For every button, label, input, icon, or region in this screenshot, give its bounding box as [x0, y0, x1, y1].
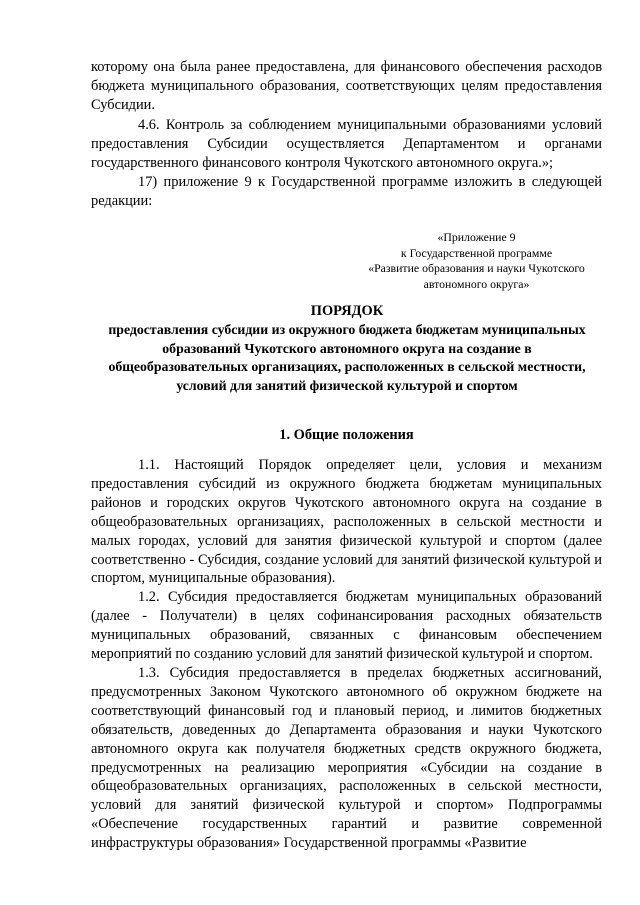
section-body	[91, 456, 602, 853]
paragraph-1-3: 1.3. Субсидия предоставляется в пределах бюджетных ассигнований, предусмотренных Законом Чукотского автономного об окружном бюджете на соответствующий финансовый год и плановый период, и лимитов бюджетных обязательств, доведенных до Департамента образования и науки Чукотского автономного округа как получателя бюджетных средств окружного бюджета, предусмотренных на реализацию мероприятия «Субсидии на создание в общеобразовательных организациях, расположенных в сельской местности, условий для занятий физической культурой и спортом» Подпрограммы «Обеспечение государственных гарантий и развитие современной инфраструктуры образования» Государственной программы «Развитие	[91, 664, 602, 852]
intro-paragraph-17: 17) приложение 9 к Государственной программе изложить в следующей редакции:	[91, 174, 602, 210]
document-title	[108, 302, 586, 396]
intro-block	[91, 58, 602, 212]
appendix-line-2: к Государственной программе	[400, 245, 553, 260]
paragraph-1-1: 1.1. Настоящий Порядок определяет цели, условия и механизм предоставления субсидий из окружного бюджета бюджетам муниципальных районов и городских округов Чукотского автономного округа на создание в общеобразовательных организациях, расположенных в сельской местности и малых городах, условий для занятия физической культурой и спортом (далее соответственно - Субсидия, создание условий для занятий физической культурой и спортом, муниципальные образования).	[91, 457, 602, 587]
intro-paragraph-continuation: которому она была ранее предоставлена, для финансового обеспечения расходов бюджета муниципального образования, соответствующих целям предоставления Субсидии.	[91, 59, 602, 114]
section-heading: 1. Общие положения	[279, 427, 414, 443]
appendix-reference	[349, 230, 604, 292]
title-heading: ПОРЯДОК	[310, 303, 384, 319]
appendix-line-3: «Развитие образования и науки Чукотского автономного округа»	[368, 261, 585, 291]
appendix-line-1: «Приложение 9	[437, 230, 516, 244]
title-subtitle: предоставления субсидии из окружного бюджета бюджетам муниципальных образований Чукотского автономного округа на создание в общеобразовательных организациях, расположенных в сельской местности, условий для занятий физической культурой и спортом	[108, 321, 586, 394]
intro-paragraph-4-6: 4.6. Контроль за соблюдением муниципальными образованиями условий предоставления Субсидии осуществляется Департаментом и органами государственного финансового контроля Чукотского автономного округа.»;	[91, 116, 602, 172]
paragraph-1-2: 1.2. Субсидия предоставляется бюджетам муниципальных образований (далее - Получатели) в целях софинансирования расходных обязательств муниципальных образований, связанных с финансовым обеспечением мероприятий по созданию условий для занятий физической культурой и спортом.	[91, 589, 602, 663]
